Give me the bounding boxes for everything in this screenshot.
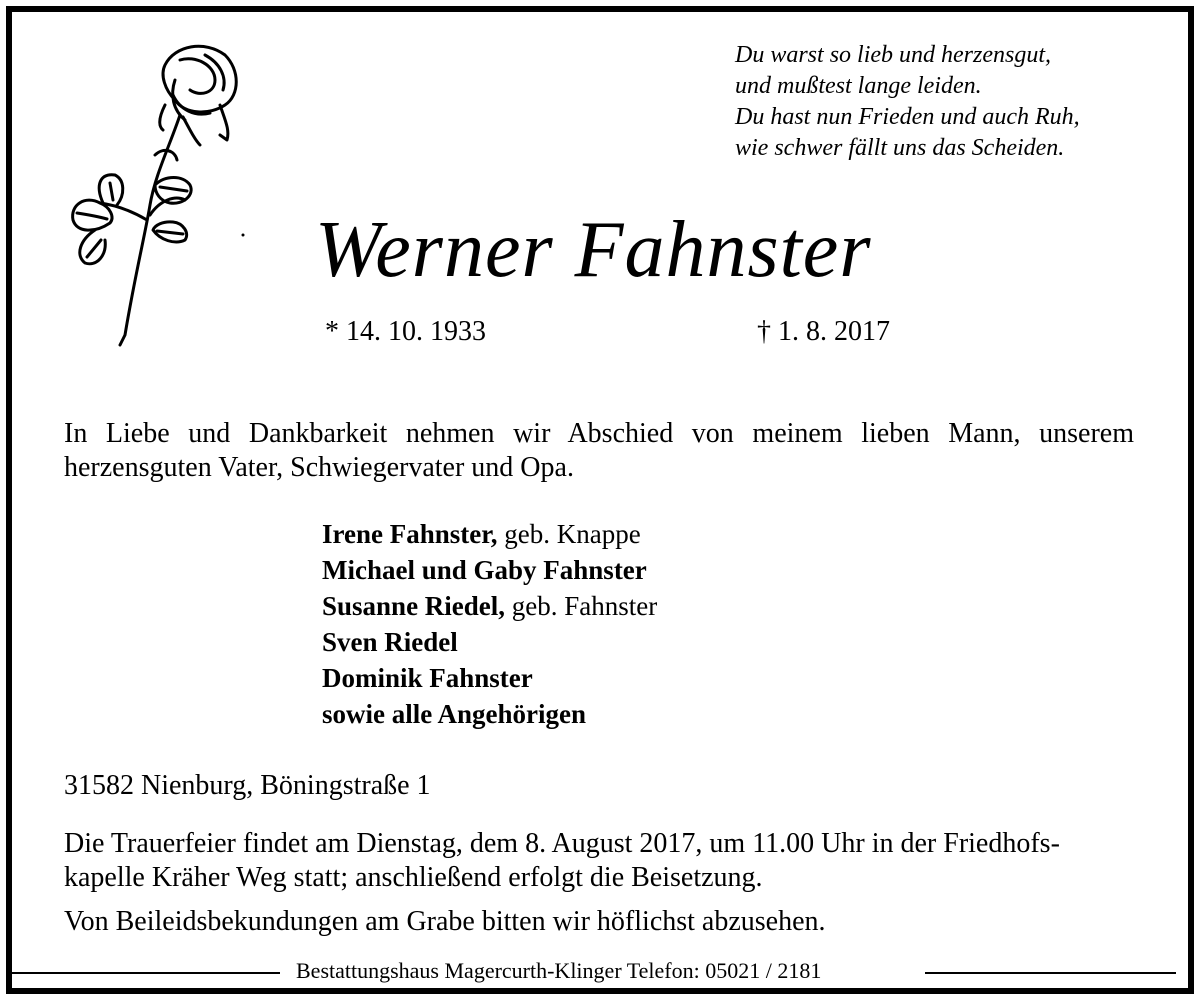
condolences-note: Von Beileidsbekundungen am Grabe bitten wir höflichst abzusehen. xyxy=(64,906,826,937)
mourner-line xyxy=(322,516,657,552)
address: 31582 Nienburg, Böningstraße 1 xyxy=(64,770,431,801)
mourner-name: Michael und Gaby Fahnster xyxy=(322,555,647,585)
footer-divider xyxy=(925,972,1176,974)
mourner-line xyxy=(322,588,657,624)
intro-line: In Liebe und Dankbarkeit nehmen wir Abschied von meinem lieben Mann, unserem xyxy=(64,418,1134,449)
poem-line: wie schwer fällt uns das Scheiden. xyxy=(735,135,1065,161)
mourner-note: geb. Fahnster xyxy=(505,591,658,621)
poem-line: Du hast nun Frieden und auch Ruh, xyxy=(735,104,1080,130)
mourner-line xyxy=(322,696,657,732)
ceremony-line: Die Trauerfeier findet am Dienstag, dem 8. August 2017, um 11.00 Uhr in der Friedhofs- xyxy=(64,828,1060,859)
poem xyxy=(735,40,1080,164)
rose-icon xyxy=(55,35,255,355)
mourners-list xyxy=(322,516,657,732)
mourner-line xyxy=(322,660,657,696)
mourner-name: Sven Riedel xyxy=(322,627,458,657)
mourner-line xyxy=(322,624,657,660)
mourner-name: Dominik Fahnster xyxy=(322,663,533,693)
footer-divider xyxy=(12,972,280,974)
intro-line: herzensguten Vater, Schwiegervater und Opa. xyxy=(64,452,574,483)
birth-date: * 14. 10. 1933 xyxy=(325,316,486,347)
mourner-line xyxy=(322,552,657,588)
intro-text xyxy=(64,417,1134,485)
poem-line: und mußtest lange leiden. xyxy=(735,73,982,99)
ceremony-line: kapelle Kräher Weg statt; anschließend erfolgt die Beisetzung. xyxy=(64,862,763,893)
funeral-home-footer: Bestattungshaus Magercurth-Klinger Telefon: 05021 / 2181 xyxy=(296,958,822,983)
mourner-name: Susanne Riedel, xyxy=(322,591,506,621)
mourner-name: Irene Fahnster, xyxy=(322,519,498,549)
mourner-name: sowie alle Angehörigen xyxy=(322,699,586,729)
deceased-name: Werner Fahnster xyxy=(315,206,872,294)
death-date: † 1. 8. 2017 xyxy=(757,316,890,347)
ceremony-text xyxy=(64,827,1134,895)
poem-line: Du warst so lieb und herzensgut, xyxy=(735,42,1052,68)
mourner-note: geb. Knappe xyxy=(497,519,641,549)
